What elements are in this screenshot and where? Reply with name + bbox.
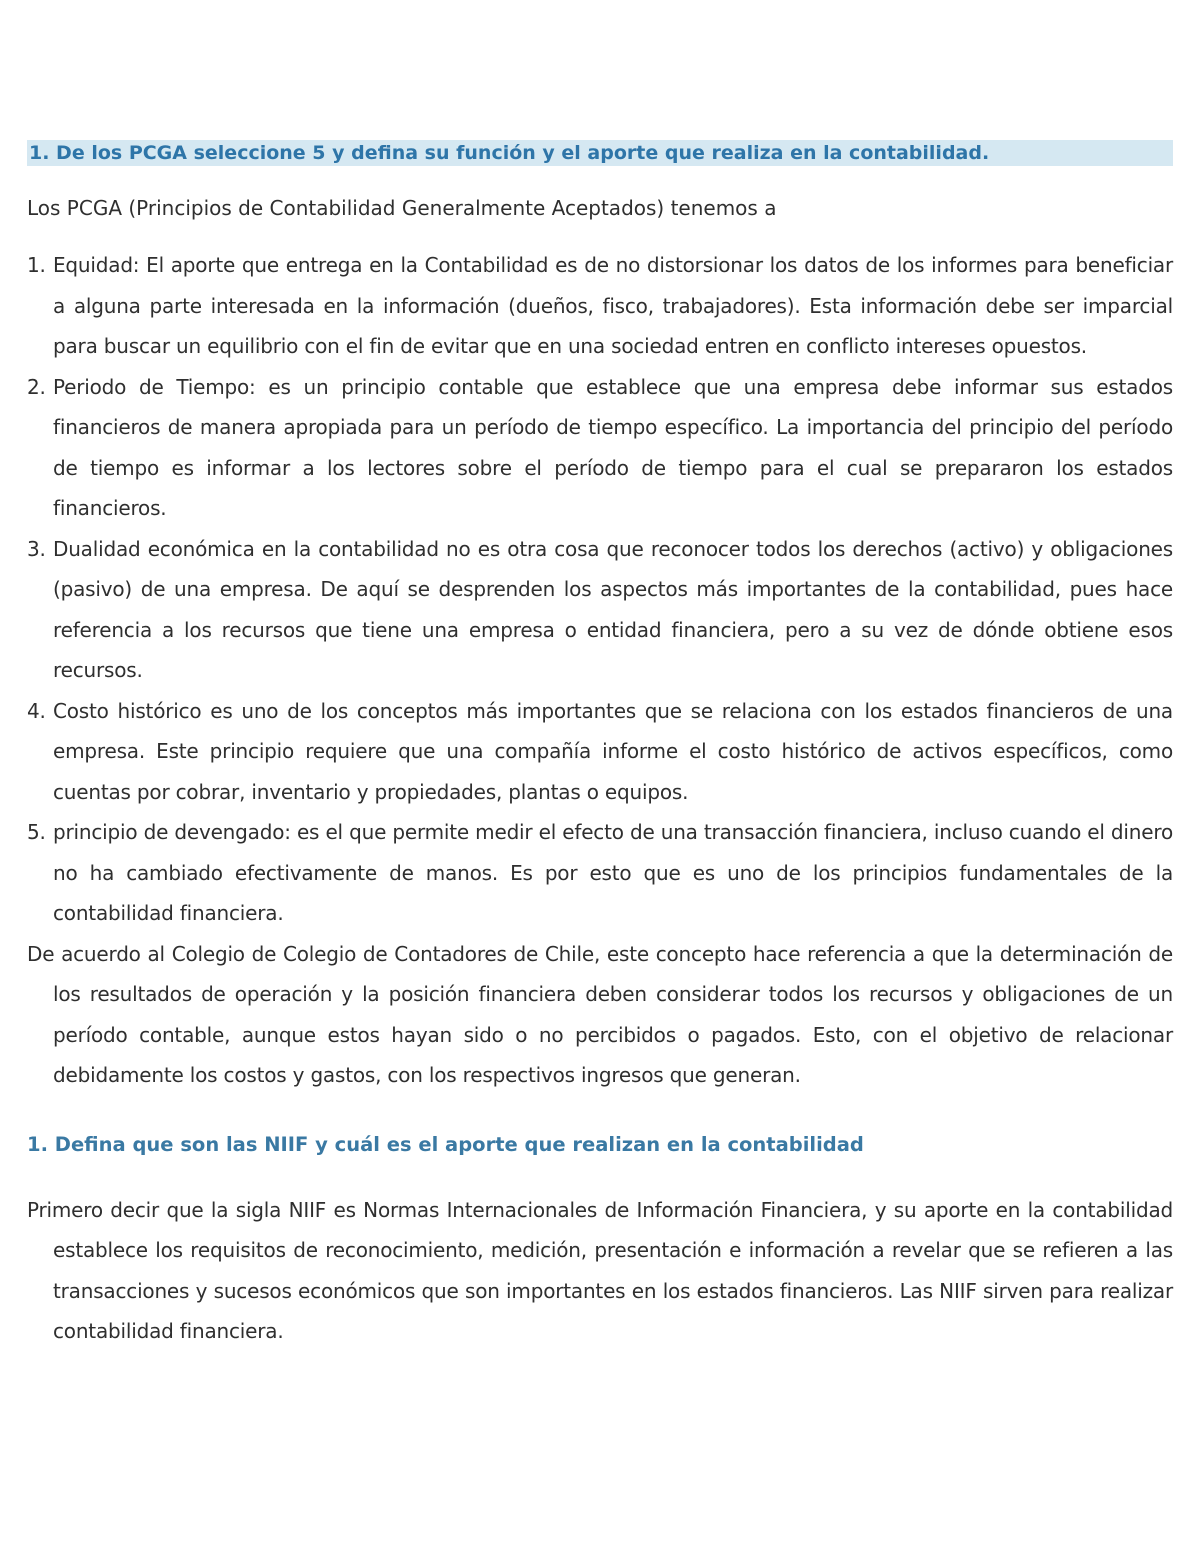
colegio-paragraph: De acuerdo al Colegio de Colegio de Contadores de Chile, este concepto hace referencia a que la determinación de los resultados de operación y la posición financiera deben considerar todos los recursos y obligaciones de un período contable, aunque estos hayan sido o no percibidos o pagados. Esto, con el objetivo de relacionar debidamente los costos y gastos, con los respectivos ingresos que generan. bbox=[27, 941, 1173, 1087]
document-page bbox=[27, 140, 1173, 1352]
list-number: 4. bbox=[27, 698, 46, 723]
list-item-text: Costo histórico es uno de los conceptos más importantes que se relaciona con los estados financieros de una empresa. Este principio requiere que una compañía informe el costo histórico de activos específicos, como cuentas por cobrar, inventario y propiedades, plantas o equipos. bbox=[53, 698, 1173, 804]
question-1-heading: 1. De los PCGA seleccione 5 y defina su función y el aporte que realiza en la contabilidad. bbox=[27, 140, 1173, 166]
question-2-heading: 1. Defina que son las NIIF y cuál es el aporte que realizan en la contabilidad bbox=[27, 1132, 864, 1156]
intro-text: Los PCGA (Principios de Contabilidad Generalmente Aceptados) tenemos a bbox=[27, 196, 777, 220]
list-item bbox=[27, 529, 1173, 691]
list-item-text: Equidad: El aporte que entrega en la Contabilidad es de no distorsionar los datos de los informes para beneficiar a alguna parte interesada en la información (dueños, fisco, trabajadores). Esta información debe ser imparcial para buscar un equilibrio con el fin de evitar que en una sociedad entren en conflicto intereses opuestos. bbox=[53, 253, 1173, 358]
list-number: 2. bbox=[27, 374, 46, 399]
list-item bbox=[27, 812, 1173, 934]
list-number: 3. bbox=[27, 536, 46, 561]
principles-list bbox=[27, 245, 1173, 934]
list-item bbox=[27, 691, 1173, 813]
list-number: 1. bbox=[27, 253, 46, 277]
niif-paragraph: Primero decir que la sigla NIIF es Normas Internacionales de Información Financiera, y su aporte en la contabilidad establece los requisitos de reconocimiento, medición, presentación e información a revelar que se refieren a las transacciones y sucesos económicos que son importantes en los estados financieros. Las NIIF sirven para realizar contabilidad financiera. bbox=[27, 1197, 1173, 1343]
list-item bbox=[27, 367, 1173, 529]
list-item bbox=[27, 245, 1173, 367]
list-item-text: Periodo de Tiempo: es un principio contable que establece que una empresa debe informar sus estados financieros de manera apropiada para un período de tiempo específico. La importancia del principio del período de tiempo es informar a los lectores sobre el período de tiempo para el cual se prepararon los estados financieros. bbox=[53, 374, 1173, 520]
list-item-text: Dualidad económica en la contabilidad no es otra cosa que reconocer todos los derechos (activo) y obligaciones (pasivo) de una empresa. De aquí se desprenden los aspectos más importantes de la contabilidad, pues hace referencia a los recursos que tiene una empresa o entidad financiera, pero a su vez de dónde obtiene esos recursos. bbox=[53, 536, 1173, 682]
list-number: 5. bbox=[27, 820, 46, 844]
list-item-text: principio de devengado: es el que permite medir el efecto de una transacción financiera, incluso cuando el dinero no ha cambiado efectivamente de manos. Es por esto que es uno de los principios fundamentales de la contabilidad financiera. bbox=[53, 820, 1173, 925]
